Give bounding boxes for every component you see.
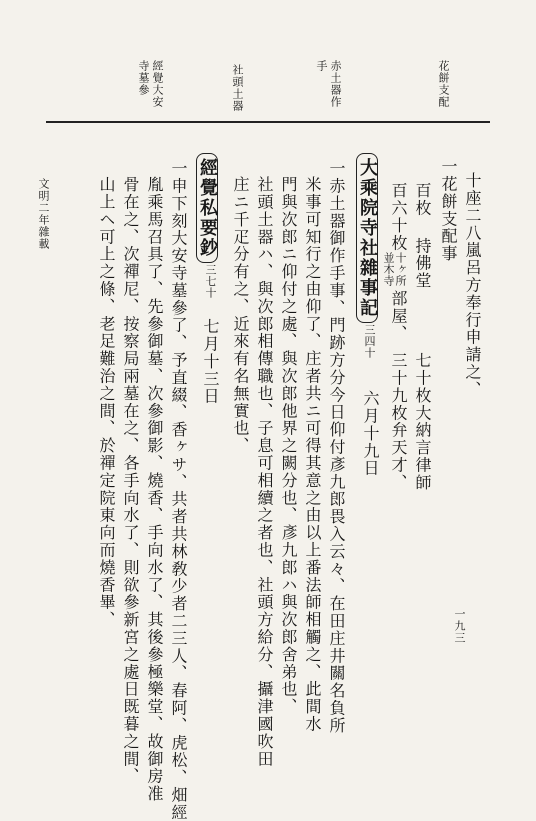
header-label-red-earthenware-cont: 手 bbox=[315, 60, 328, 72]
running-footer-title: 文明二年雜載 bbox=[37, 178, 50, 250]
section-title-keikaku: 經覺私要鈔 bbox=[196, 153, 218, 263]
text-column-4-note-b: 並木寺 bbox=[382, 252, 395, 287]
section-2-date: 七月十三日 bbox=[201, 318, 220, 405]
section-1-note: 三四十 bbox=[363, 324, 376, 359]
header-label-red-earthenware: 赤土器作 bbox=[329, 60, 342, 108]
text-column-2: 一花餅支配事 bbox=[439, 158, 458, 263]
text-column-3a: 百枚 持佛堂 bbox=[413, 182, 432, 290]
section-2-note: 三七十 bbox=[204, 264, 217, 299]
text-column-6: 一赤土器御作手事、門跡方分今日仰付彥九郎畏入云々、在田庄井關名負所 bbox=[327, 160, 346, 735]
text-column-8: 門與次郎ニ仰付之處、與次郎他界之闕分也、彥九郎ハ與次郎舍弟也、 bbox=[279, 176, 298, 716]
header-label-keikaku-visit-cont: 寺墓參 bbox=[137, 60, 150, 96]
section-1-date: 六月十九日 bbox=[361, 390, 380, 477]
text-column-4-note-a: 十ヶ所 bbox=[394, 252, 407, 287]
text-column-12: 一申下刻大安寺墓參了、予直綴、香ヶサ、共者共林敎少者二三人、春阿、虎松、畑經 bbox=[169, 160, 188, 821]
text-column-13: 胤乘馬召具了、先參御墓、次參御影、燒香、手向水了、其後參極樂堂、故御房准 bbox=[145, 176, 164, 803]
section-title-daijoin: 大乘院寺社雜事記 bbox=[356, 153, 378, 323]
page-number: 一九三 bbox=[453, 608, 466, 644]
text-column-9: 社頭土器ハ、與次郎相傳職也、子息可相續之者也、社頭方給分、攝津國吹田 bbox=[255, 176, 274, 768]
header-label-flower-cakes: 花餅支配 bbox=[437, 60, 450, 108]
text-column-4a: 百六十枚 bbox=[389, 182, 408, 252]
text-column-3b: 七十枚大納言律師 bbox=[413, 352, 432, 492]
text-column-14: 骨在之、次禪尼、按察局兩墓在之、各手向水了、則欲參新宮之處日既暮之間、 bbox=[121, 176, 140, 785]
text-column-1: 十座二八嵐呂方奉行申請之、 bbox=[463, 172, 482, 399]
header-rule bbox=[46, 121, 490, 123]
text-column-4b: 部屋、 bbox=[389, 290, 408, 343]
text-column-4d: 三十九枚弁天才、 bbox=[389, 352, 408, 492]
text-column-10: 庄ニ千疋分有之、近來有名無實也、 bbox=[231, 176, 250, 455]
text-column-7: 米事可知行之由仰了、庄者共ニ可得其意之由以上番法師相觸之、此間水 bbox=[303, 176, 322, 733]
header-label-shrine-earthenware: 社頭土器 bbox=[231, 64, 244, 112]
header-label-keikaku-visit: 經覺大安 bbox=[151, 60, 164, 108]
text-column-15: 山上ヘ可上之條、老足難治之間、於禪定院東向而燒香畢、 bbox=[97, 176, 116, 629]
